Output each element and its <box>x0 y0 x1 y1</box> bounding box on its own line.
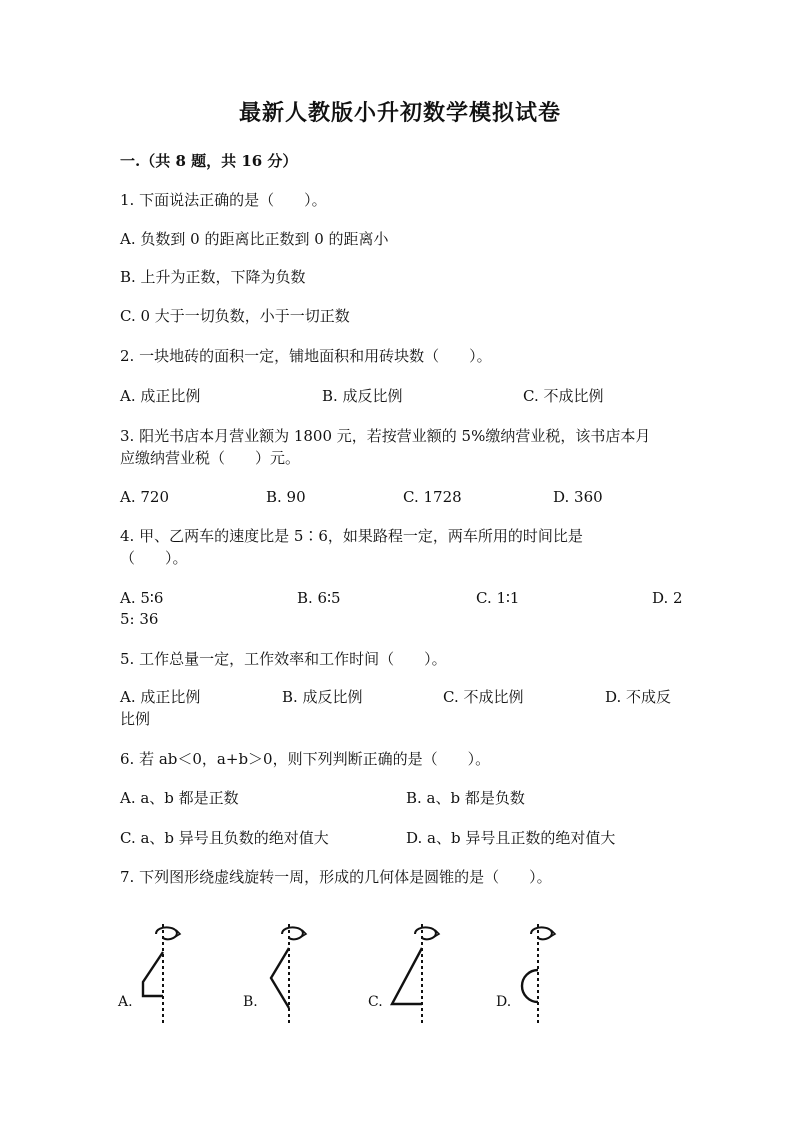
question-7-option-a[interactable] <box>118 918 228 1028</box>
question-3-option-b[interactable]: B. 90 <box>266 488 306 506</box>
question-3-option-c[interactable]: C. 1728 <box>403 488 462 506</box>
question-1-option-a[interactable]: A. 负数到 0 的距离比正数到 0 的距离小 <box>120 230 389 248</box>
figure-a-shape <box>118 918 228 1028</box>
figure-d-label: D. <box>496 994 512 1010</box>
question-7-option-c[interactable] <box>368 918 478 1028</box>
question-4-stem-line-2: （ ）。 <box>120 549 188 567</box>
section-heading: 一.（共 8 题，共 16 分） <box>120 152 298 170</box>
question-4-option-d[interactable]: D. 2 <box>652 589 683 607</box>
question-4-option-d-wrap: 5: 36 <box>120 610 159 628</box>
question-4-option-a[interactable]: A. 5∶6 <box>120 589 164 607</box>
question-1-stem: 1. 下面说法正确的是（ ）。 <box>120 191 327 209</box>
question-6-option-b[interactable]: B. a、b 都是负数 <box>406 789 525 807</box>
question-7-stem: 7. 下列图形绕虚线旋转一周，形成的几何体是圆锥的是（ ）。 <box>120 868 552 886</box>
figure-d-shape <box>496 918 606 1028</box>
question-7-option-b[interactable] <box>243 918 353 1028</box>
question-5-option-b[interactable]: B. 成反比例 <box>282 688 363 706</box>
question-5-option-a[interactable]: A. 成正比例 <box>120 688 201 706</box>
question-5-option-c[interactable]: C. 不成比例 <box>443 688 524 706</box>
question-6-option-d[interactable]: D. a、b 异号且正数的绝对值大 <box>406 829 616 847</box>
question-7-figures <box>118 918 598 1028</box>
question-3-option-d[interactable]: D. 360 <box>553 488 603 506</box>
question-5-stem: 5. 工作总量一定，工作效率和工作时间（ ）。 <box>120 650 447 668</box>
question-5-option-d-wrap: 比例 <box>120 710 151 728</box>
question-4-option-c[interactable]: C. 1∶1 <box>476 589 520 607</box>
question-7-option-d[interactable] <box>496 918 606 1028</box>
question-6-stem: 6. 若 ab＜0，a+b＞0，则下列判断正确的是（ ）。 <box>120 750 491 768</box>
question-2-option-c[interactable]: C. 不成比例 <box>523 387 604 405</box>
question-1-option-b[interactable]: B. 上升为正数，下降为负数 <box>120 268 306 286</box>
page-title: 最新人教版小升初数学模拟试卷 <box>238 100 561 126</box>
question-5-option-d[interactable]: D. 不成反 <box>605 688 672 706</box>
question-2-option-a[interactable]: A. 成正比例 <box>120 387 201 405</box>
question-4-stem-line-1: 4. 甲、乙两车的速度比是 5∶6，如果路程一定，两车所用的时间比是 <box>120 527 583 545</box>
question-3-stem-line-2: 应缴纳营业税（ ）元。 <box>120 449 301 467</box>
question-2-option-b[interactable]: B. 成反比例 <box>322 387 403 405</box>
figure-b-shape <box>243 918 353 1028</box>
figure-a-label: A. <box>118 994 133 1010</box>
question-3-option-a[interactable]: A. 720 <box>120 488 169 506</box>
figure-b-label: B. <box>243 994 258 1010</box>
question-6-option-a[interactable]: A. a、b 都是正数 <box>120 789 239 807</box>
figure-c-shape <box>368 918 478 1028</box>
figure-c-label: C. <box>368 994 383 1010</box>
question-2-stem: 2. 一块地砖的面积一定，铺地面积和用砖块数（ ）。 <box>120 347 492 365</box>
question-4-option-b[interactable]: B. 6∶5 <box>297 589 341 607</box>
question-1-option-c[interactable]: C. 0 大于一切负数，小于一切正数 <box>120 307 350 325</box>
question-3-stem-line-1: 3. 阳光书店本月营业额为 1800 元，若按营业额的 5%缴纳营业税，该书店本月 <box>120 427 651 445</box>
question-6-option-c[interactable]: C. a、b 异号且负数的绝对值大 <box>120 829 329 847</box>
